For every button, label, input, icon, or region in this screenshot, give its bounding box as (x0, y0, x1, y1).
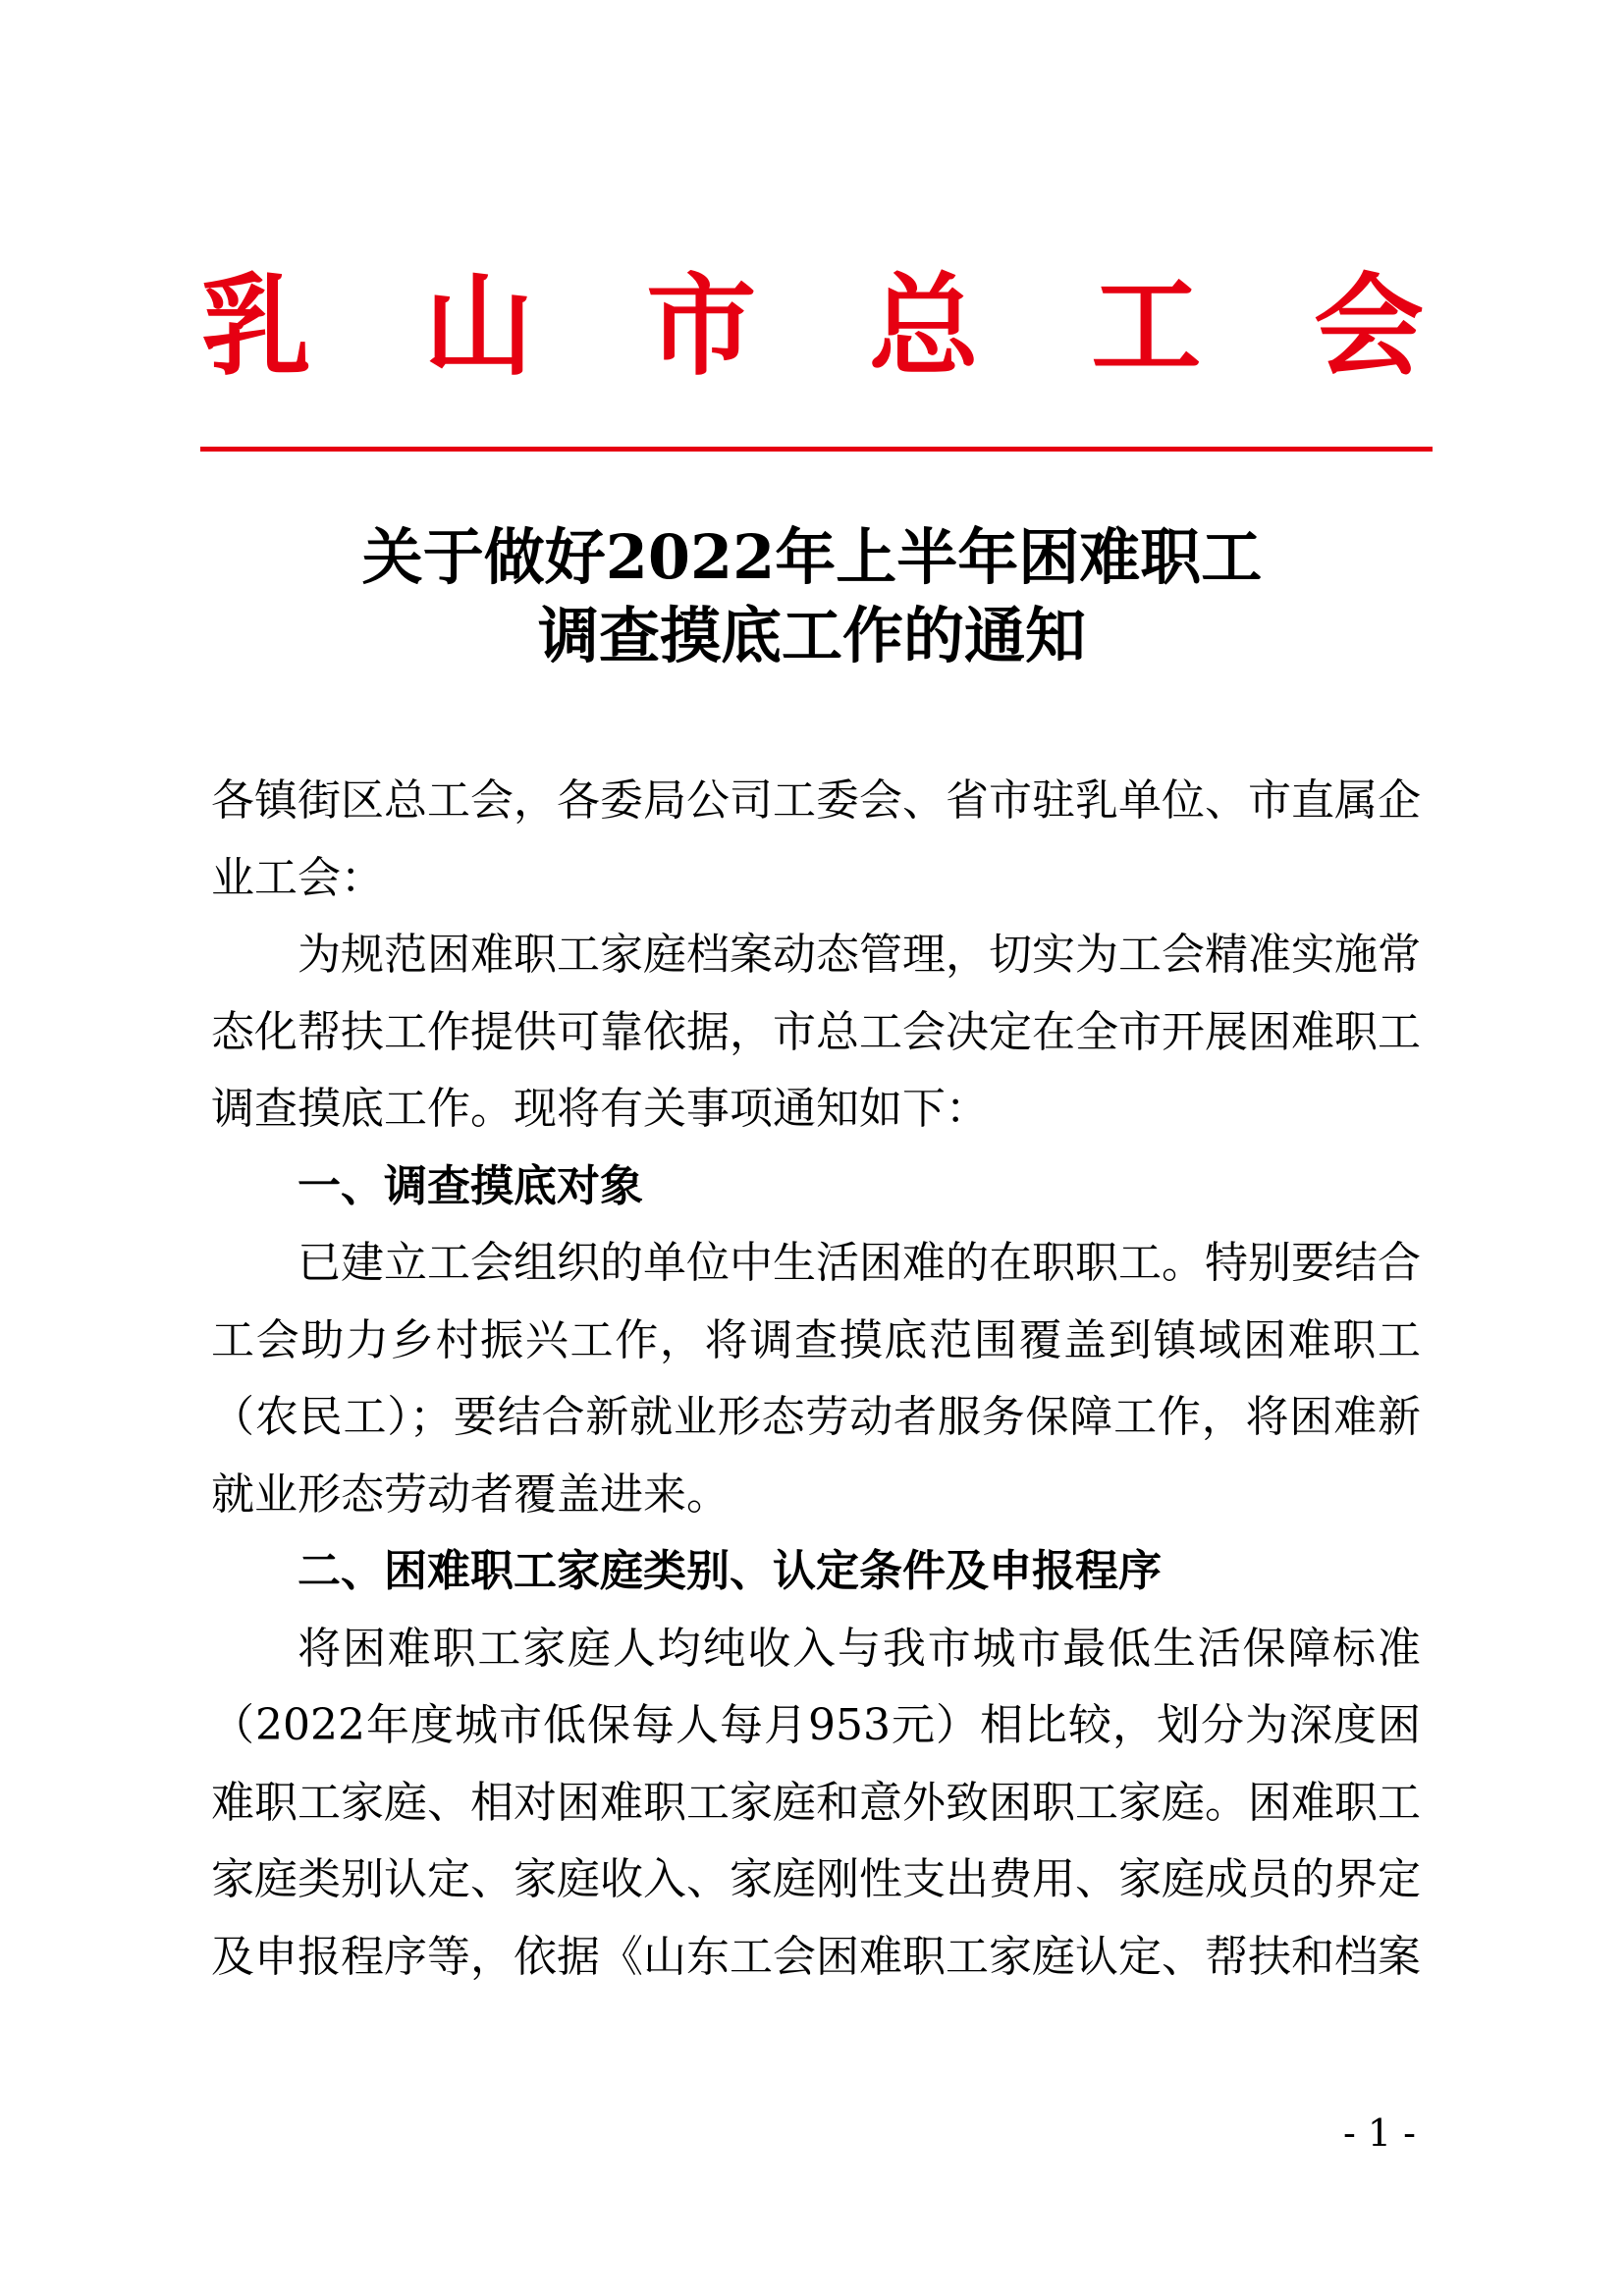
masthead-char: 工 (1091, 262, 1202, 391)
masthead-char: 山 (423, 262, 534, 391)
masthead-char: 会 (1313, 262, 1424, 391)
section-2-paragraph: 将困难职工家庭人均纯收入与我市城市最低生活保障标准（2022年度城市低保每人每月953元）相比较，划分为深度困难职工家庭、相对困难职工家庭和意外致困职工家庭。困难职工家庭类别认定、家庭收入、家庭刚性支出费用、家庭成员的界定及申报程序等，依据《山东工会困难职工家庭认定、帮扶和档案 (211, 1623, 1421, 1982)
salutation: 各镇街区总工会，各委局公司工委会、省市驻乳单位、市直属企业工会： (211, 775, 1421, 903)
section-2-heading: 二、困难职工家庭类别、认定条件及申报程序 (298, 1546, 1162, 1596)
page-number: - 1 - (1342, 2111, 1416, 2155)
masthead-char: 总 (868, 262, 979, 391)
section-1-heading: 一、调查摸底对象 (298, 1160, 643, 1211)
masthead-char: 市 (646, 262, 757, 391)
red-divider-line (200, 447, 1433, 452)
document-title (147, 518, 1477, 675)
intro-paragraph: 为规范困难职工家庭档案动态管理，切实为工会精准实施常态化帮扶工作提供可靠依据，市总工会决定在全市开展困难职工调查摸底工作。现将有关事项通知如下： (211, 930, 1421, 1134)
masthead-char: 乳 (201, 262, 311, 391)
section-1-paragraph: 已建立工会组织的单位中生活困难的在职职工。特别要结合工会助力乡村振兴工作，将调查摸底范围覆盖到镇域困难职工（农民工）；要结合新就业形态劳动者服务保障工作，将困难新就业形态劳动者覆盖进来。 (211, 1238, 1421, 1520)
document-body (211, 763, 1421, 1996)
masthead (201, 253, 1424, 400)
document-title-line-1: 关于做好2022年上半年困难职工 (361, 521, 1263, 593)
document-title-line-2: 调查摸底工作的通知 (537, 600, 1086, 671)
